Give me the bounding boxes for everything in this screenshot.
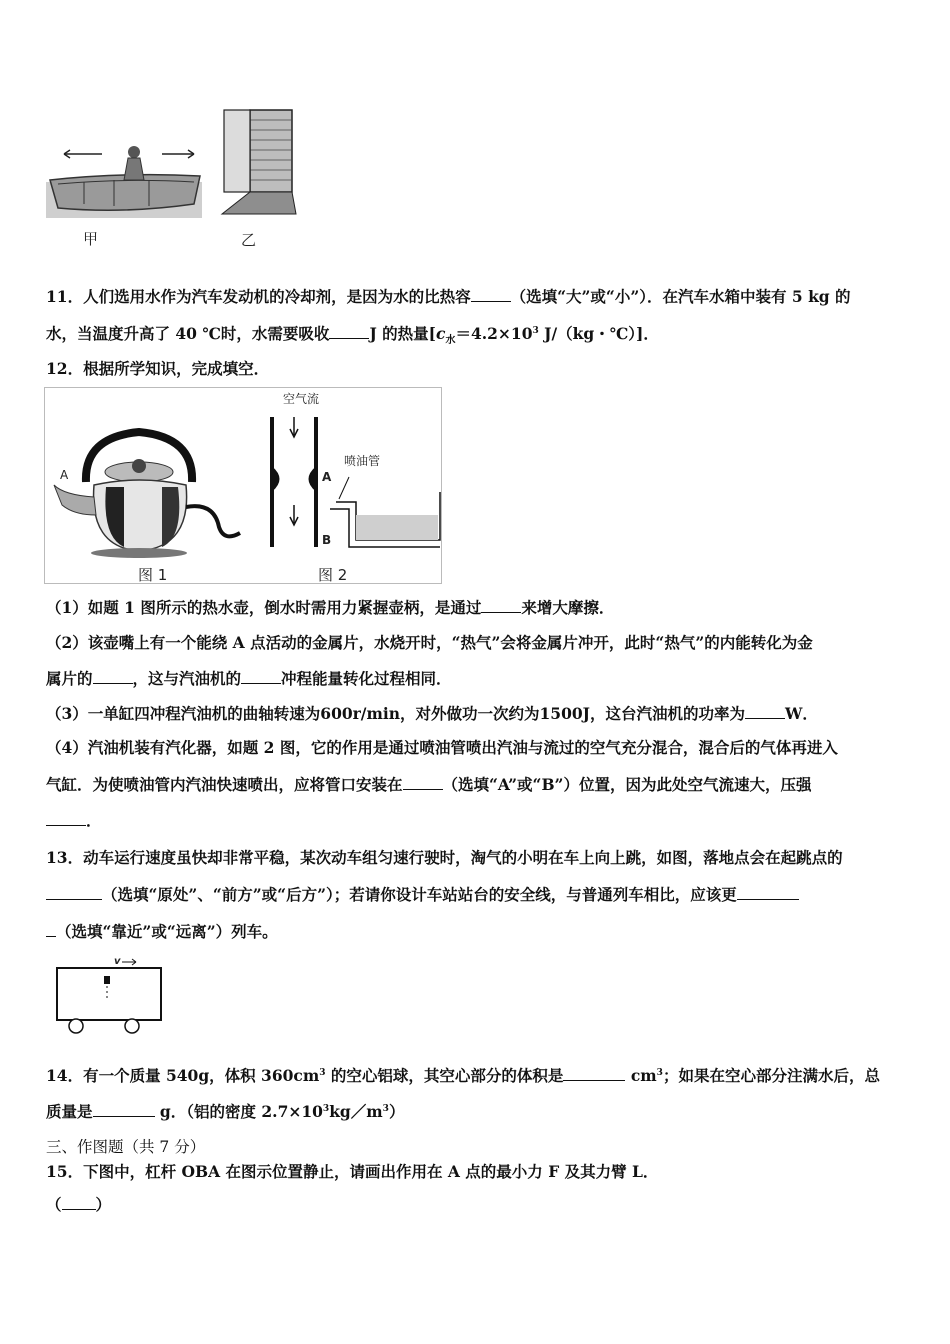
train-velocity-label: v [114, 956, 121, 967]
q12-part3: （3）一单缸四冲程汽油机的曲轴转速为600r/min，对外做功一次约为1500J，这台汽油机的功率为 W． [46, 704, 818, 723]
q15-blank[interactable] [62, 1194, 96, 1210]
section3-title: 三、作图题（共 7 分） [46, 1138, 206, 1156]
q12-blank-5[interactable] [403, 774, 443, 790]
q11-line2: 水，当温度升高了 40 ℃时，水需要吸收 J 的热量[$c_水=4.2\times 10^3$ J/（kg・℃）]． [46, 324, 659, 347]
q12-blank-4[interactable] [745, 703, 785, 719]
q12-part2-line1: （2）该壶嘴上有一个能绕 A 点活动的金属片，水烧开时，“热气”会将金属片冲开，此时“热气”的内能转化为金 [46, 633, 813, 652]
q11-blank-2[interactable] [329, 323, 369, 339]
q11-blank-1[interactable] [471, 286, 511, 302]
q12-part1: （1）如题 1 图所示的热水壶，倒水时需用力紧握壶柄，是通过 来增大摩擦． [46, 598, 615, 617]
venturi-caption: 图 2 [318, 566, 348, 584]
chimney-figure [220, 104, 300, 216]
q12-blank-6[interactable] [46, 810, 86, 826]
boat-caption: 甲 [83, 230, 99, 248]
air-flow-label: 空气流 [283, 392, 320, 406]
q12-figures [44, 387, 442, 585]
q14-line1: 14．有一个质量 540g，体积 $360cm^3$ 的空心铝球，其空心部分的体积是 $cm^3$；如果在空心部分注满水后，总 [46, 1066, 880, 1085]
q13-line3: （选填“靠近”或“远离”）列车。 [46, 921, 906, 943]
q12-blank-1[interactable] [481, 597, 521, 613]
q14-blank-2[interactable] [93, 1101, 155, 1117]
kettle-point-a-label: A [60, 468, 69, 482]
train-figure [54, 956, 166, 1038]
q12-blank-3[interactable] [241, 668, 281, 684]
q13-blank-2[interactable] [737, 884, 799, 900]
q12-part2-line2: 属片的 ，这与汽油机的 冲程能量转化过程相同． [46, 669, 452, 688]
nozzle-label: 喷油管 [344, 454, 381, 468]
kettle-caption: 图 1 [138, 566, 168, 584]
boat-figure [44, 142, 204, 222]
q12-part4-line2: 气缸．为使喷油管内汽油快速喷出，应将管口安装在 （选填“A”或“B”）位置，因为此处空气流速大，压强 [46, 775, 812, 794]
q12-part4-line1: （4）汽油机装有汽化器，如题 2 图，它的作用是通过喷油管喷出汽油与流过的空气充分混合，混合后的气体再进入 [46, 738, 838, 757]
q12-title: 12．根据所学知识，完成填空． [46, 359, 270, 378]
q13-line1: 13．动车运行速度虽快却非常平稳，某次动车组匀速行驶时，淘气的小明在车上向上跳，如图，落地点会在起跳点的 [46, 848, 843, 867]
q12-blank-2[interactable] [93, 668, 133, 684]
point-b-label: B [322, 533, 332, 547]
q14-line2: 质量是 g．（铝的密度 $2.7\times 10^3kg/m^3$） [46, 1102, 405, 1121]
q15-line2: （ ） [46, 1195, 112, 1214]
q13-line2: （选填“原处”、“前方”或“后方”）；若请你设计车站站台的安全线，与普通列车相比，应该更 [46, 884, 906, 906]
q14-blank-1[interactable] [563, 1065, 625, 1081]
q15-line1: 15．下图中，杠杆 OBA 在图示位置静止，请画出作用在 A 点的最小力 F 及其力臂 L． [46, 1162, 659, 1181]
q12-part4-line3: ． [46, 810, 906, 832]
q13-blank-2-cont[interactable] [46, 921, 56, 937]
chimney-caption: 乙 [241, 231, 257, 249]
q13-blank-1[interactable] [46, 884, 102, 900]
point-a-label: A [322, 470, 332, 484]
q11-line1: 11．人们选用水作为汽车发动机的冷却剂，是因为水的比热容 （选填“大”或“小”）．在汽车水箱中装有 5 kg 的 [46, 287, 851, 306]
